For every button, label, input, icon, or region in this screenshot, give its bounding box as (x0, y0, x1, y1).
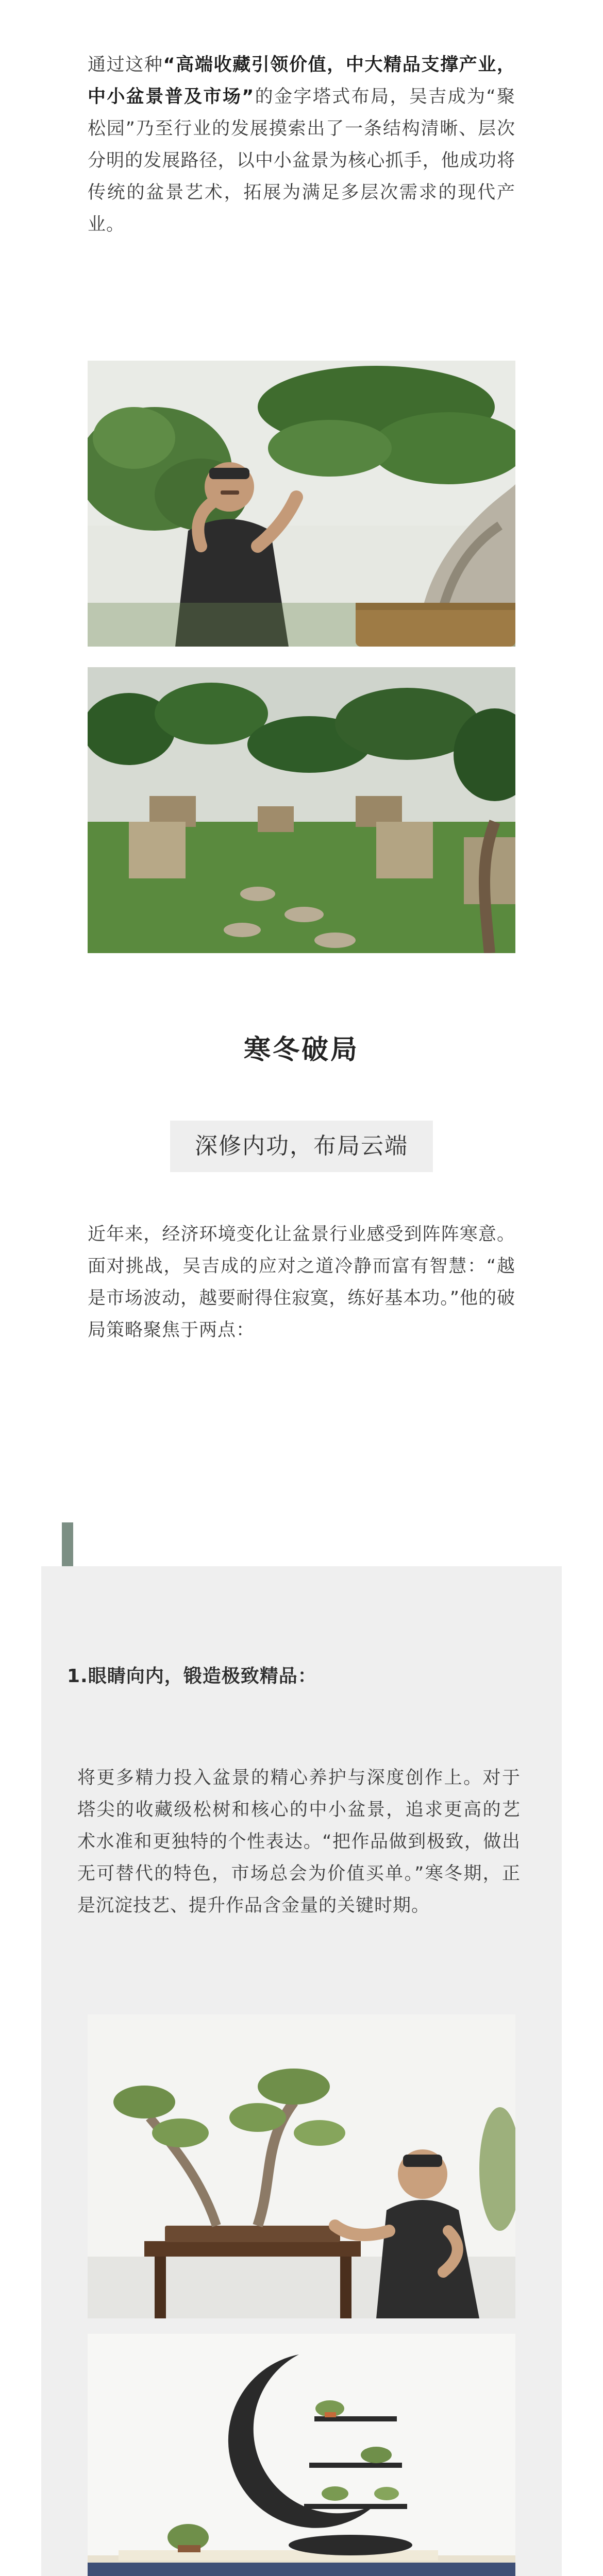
photo-bonsai-garden (88, 667, 515, 953)
point1-paragraph: 将更多精力投入盆景的精心养护与深度创作上。对于塔尖的收藏级松树和核心的中小盆景，追求更高的艺术水准和更独特的个性表达。“把作品做到极致，做出无可替代的特色，市场总会为价值买单。”寒冬期，正是沉淀技艺、提升作品含金量的关键时期。 (77, 1768, 521, 1916)
lead-section (88, 1218, 515, 1346)
lead-paragraph: 近年来，经济环境变化让盆景行业感受到阵阵寒意。面对挑战，吴吉成的应对之道冷静而富有智慧：“越是市场波动，越要耐得住寂寞，练好基本功。”他的破局策略聚焦于两点： (88, 1224, 515, 1341)
photo-master-pruning-pine (88, 361, 515, 647)
section-title: 寒冬破局 (243, 1035, 359, 1065)
section-subtitle: 深修内功，布局云端 (170, 1121, 433, 1172)
intro-prefix: 通过这种 (88, 55, 163, 75)
intro-paragraph (88, 49, 515, 241)
photo-crescent-display-stand (88, 2334, 515, 2576)
accent-bar (62, 1522, 73, 1569)
point1-section (77, 1762, 521, 1922)
point1-title: 1.眼睛向内，锻造极致精品： (67, 1666, 317, 1687)
intro-highlight: “高端收藏引领价值，中大精品支撑产业，中小盆景普及市场” (88, 55, 515, 107)
intro-suffix: 的金字塔式布局，吴吉成为“聚松园”乃至行业的发展摸索出了一条结构清晰、层次分明的发展路径，以中小盆景为核心抓手，他成功将传统的盆景艺术，拓展为满足多层次需求的现代产业。 (88, 87, 515, 235)
photo-master-with-bonsai (88, 2014, 515, 2318)
intro-section (88, 49, 515, 241)
